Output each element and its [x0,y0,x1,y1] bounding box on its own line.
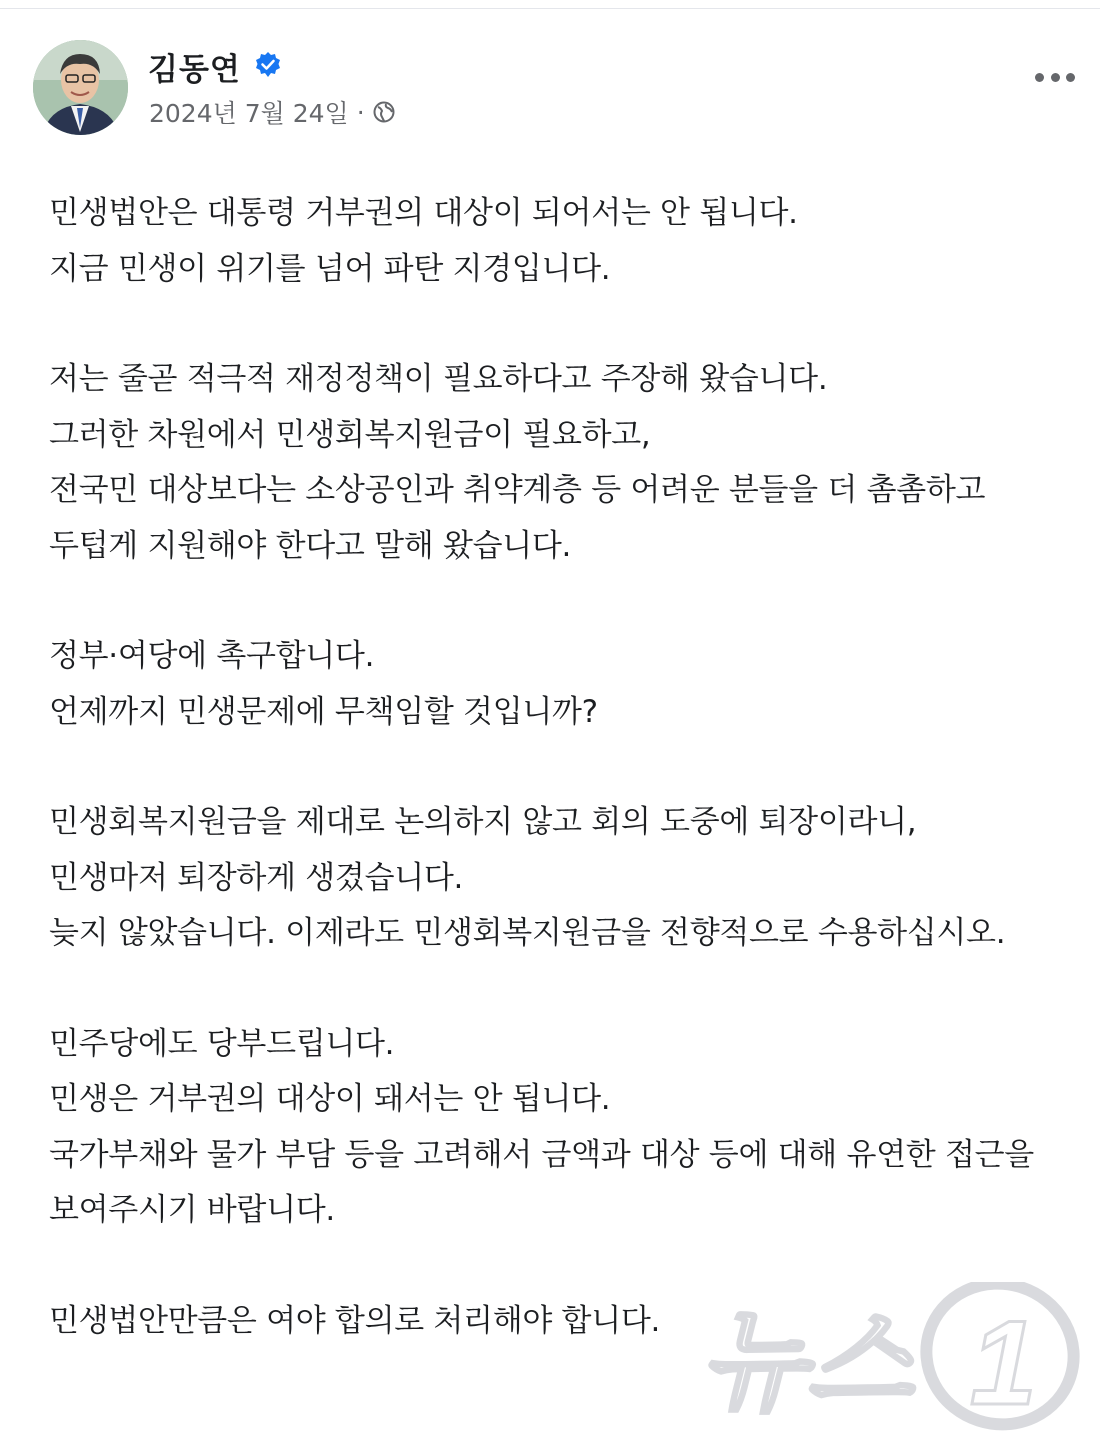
paragraph [49,795,1079,962]
post-meta [149,94,395,130]
post-header [33,40,1083,136]
text-line: 민생은 거부권의 대상이 돼서는 안 됩니다. [49,1081,611,1117]
paragraph [49,186,1079,297]
meta-separator: · [356,97,365,127]
text-line: 두텁게 지원해야 한다고 말해 왔습니다. [49,527,572,564]
paragraph [49,352,1079,574]
watermark-mark: 1 [970,1296,1037,1430]
text-line: 민주당에도 당부드립니다. [49,1025,395,1062]
text-line: 정부·여당에 촉구합니다. [49,638,375,674]
more-dot [1066,73,1075,82]
more-dot [1035,73,1044,82]
globe-icon[interactable] [373,101,395,123]
text-line: 민생회복지원금을 제대로 논의하지 않고 회의 도중에 퇴장이라니, [49,804,917,840]
text-line: 언제까지 민생문제에 무책임할 것입니까? [49,693,598,730]
post-date[interactable]: 2024년 7월 24일 [149,99,349,128]
text-line: 그러한 차원에서 민생회복지원금이 필요하고, [49,416,651,453]
text-line: 저는 줄곧 적극적 재정정책이 필요하다고 주장해 왔습니다. [49,361,828,397]
text-line: 민생법안만큼은 여야 합의로 처리해야 합니다. [49,1302,661,1339]
author-name[interactable]: 김동연 [148,52,241,88]
avatar[interactable] [33,40,128,135]
paragraph [49,1017,1079,1239]
text-line: 보여주시기 바랍니다. [49,1192,335,1228]
news1-watermark-logo [700,1282,1090,1432]
top-divider [0,8,1100,9]
more-dot [1051,73,1060,82]
verified-badge-icon [254,51,282,79]
watermark-text: 뉴스 [700,1301,913,1424]
text-line: 국가부채와 물가 부담 등을 고려해서 금액과 대상 등에 대해 유연한 접근을 [49,1136,1034,1173]
text-line: 민생법안은 대통령 거부권의 대상이 되어서는 안 됩니다. [49,195,798,231]
post-body [49,186,1079,1404]
text-line: 민생마저 퇴장하게 생겼습니다. [49,859,464,896]
paragraph [49,629,1079,740]
more-options-icon[interactable] [1035,66,1075,88]
text-line: 지금 민생이 위기를 넘어 파탄 지경입니다. [49,250,611,287]
text-line: 전국민 대상보다는 소상공인과 취약계층 등 어려운 분들을 더 촘촘하고 [49,472,986,508]
text-line: 늦지 않았습니다. 이제라도 민생회복지원금을 전향적으로 수용하십시오. [49,915,1006,951]
